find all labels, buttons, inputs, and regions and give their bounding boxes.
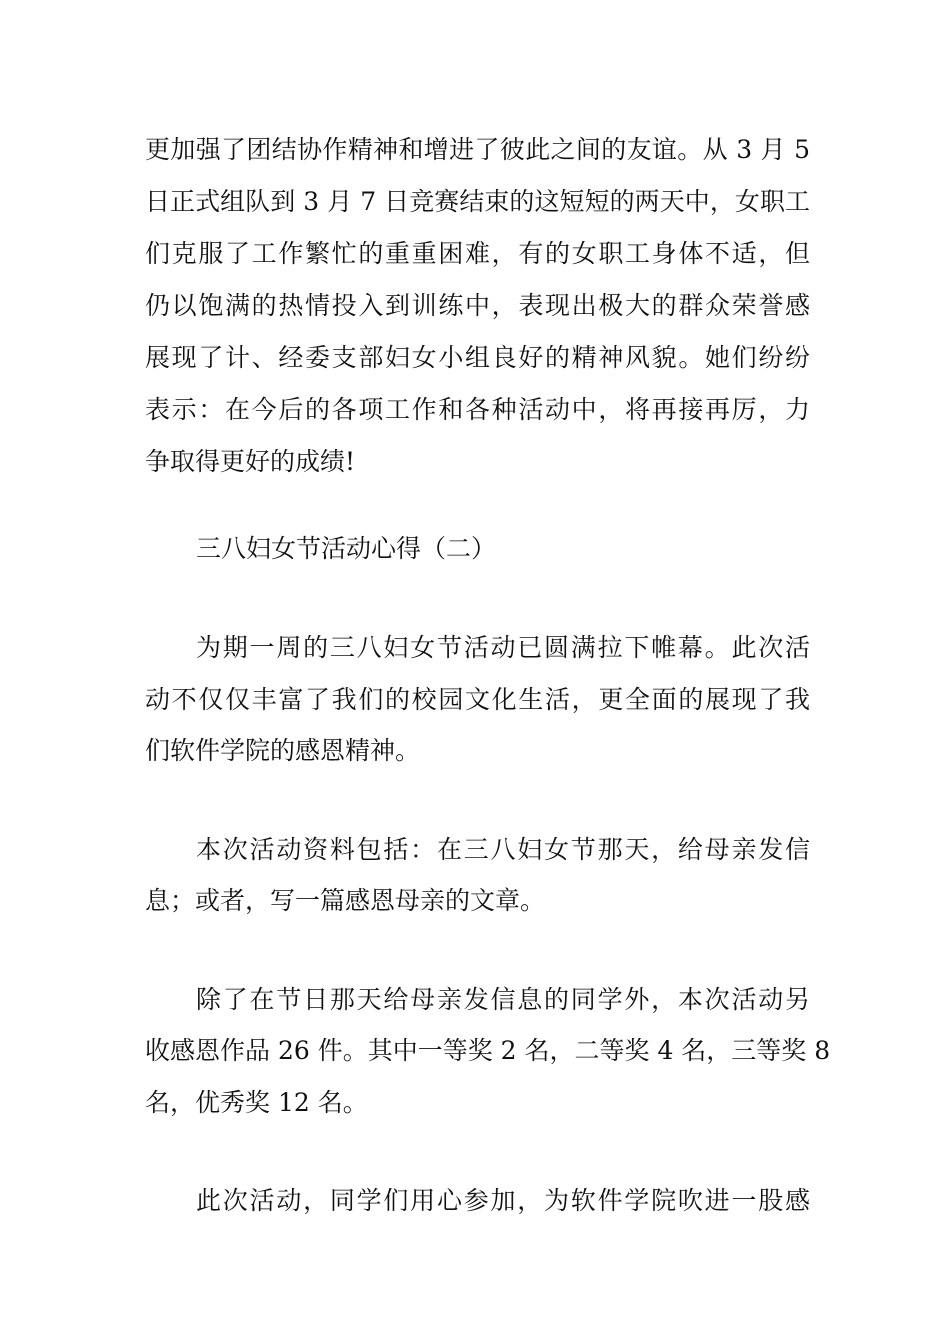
paragraph-4-line-3: 名，优秀奖 12 名。	[145, 1088, 368, 1117]
paragraph-1-line-1: 更加强了团结协作精神和增进了彼此之间的友谊。从 3 月 5	[145, 135, 810, 164]
paragraph-2-line-3: 们软件学院的感恩精神。	[145, 736, 421, 765]
section-heading: 三八妇女节活动心得（二）	[196, 534, 497, 563]
paragraph-1-line-6: 表示：在今后的各项工作和各种活动中，将再接再厉，力	[145, 395, 810, 424]
paragraph-1-line-7: 争取得更好的成绩!	[145, 447, 356, 476]
paragraph-4-line-1: 除了在节日那天给母亲发信息的同学外，本次活动另	[196, 985, 810, 1014]
paragraph-1-line-3: 们克服了工作繁忙的重重困难，有的女职工身体不适，但	[145, 239, 810, 268]
paragraph-1-line-5: 展现了计、经委支部妇女小组良好的精神风貌。她们纷纷	[145, 343, 810, 372]
paragraph-3-line-1: 本次活动资料包括：在三八妇女节那天，给母亲发信	[196, 835, 810, 864]
paragraph-2-line-2: 动不仅仅丰富了我们的校园文化生活，更全面的展现了我	[145, 685, 810, 714]
paragraph-1-line-4: 仍以饱满的热情投入到训练中，表现出极大的群众荣誉感	[145, 291, 810, 320]
paragraph-4-line-2: 收感恩作品 26 件。其中一等奖 2 名，二等奖 4 名，三等奖 8	[145, 1036, 831, 1065]
paragraph-2-line-1: 为期一周的三八妇女节活动已圆满拉下帷幕。此次活	[196, 633, 810, 662]
paragraph-1-line-2: 日正式组队到 3 月 7 日竞赛结束的这短短的两天中，女职工	[145, 187, 810, 216]
paragraph-3-line-2: 息；或者，写一篇感恩母亲的文章。	[145, 886, 546, 915]
paragraph-5-line-1: 此次活动，同学们用心参加，为软件学院吹进一股感	[196, 1186, 810, 1215]
